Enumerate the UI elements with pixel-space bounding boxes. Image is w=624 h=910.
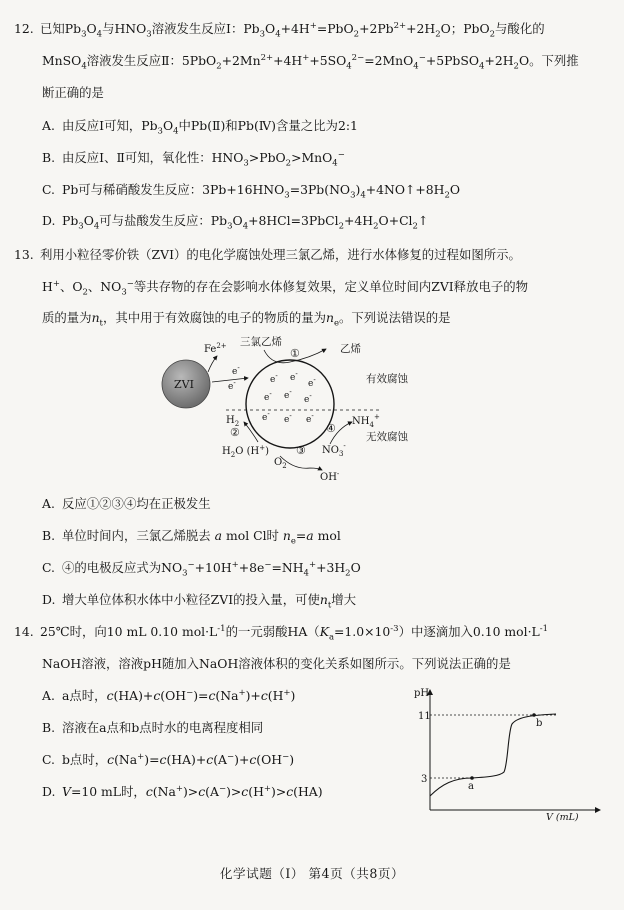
h2o-label: $H_2O$ (H+) [222,444,269,459]
q13-line3: 质的量为$n_t$，其中用于有效腐蚀的电子的物质的量为$n_e$。下列说法错误的是 [42,310,451,329]
electron-mark: e- [290,370,298,383]
x-axis-label: V (mL) [546,812,579,823]
point-b-label: b [536,718,543,729]
q14-option-b[interactable]: B. 溶液在a点和b点时水的电离程度相同 [42,720,264,735]
y-tick-11: 11 [418,711,431,722]
q14-option-d[interactable]: D. V=10 mL时，c(Na+)>c(A−)>c(H+)>c(HA) [42,783,323,799]
point-b-marker [532,713,536,717]
nh4-label: $NH_4^+$ [352,413,380,429]
effective-corrosion-label: 有效腐蚀 [366,373,408,385]
q13-line2: H+、$O_2$、$NO_3^-$等共存物的存在会影响水体修复效果，定义单位时间内ZVI释放电子的物 [42,278,529,298]
q12-option-b[interactable]: B. 由反应Ⅰ、Ⅱ可知，氧化性：$HNO_3>PbO_2>MnO_4^-$ [42,149,345,169]
electron-mark: e- [262,410,270,423]
oh-label: OH- [320,470,340,482]
reaction-3-label: ③ [296,444,306,457]
q14-option-c[interactable]: C. b点时，c(Na+)=c(HA)+c(A−)+c(OH−) [42,751,295,767]
q14-number: 14. [14,624,34,639]
point-a-marker [470,776,474,780]
q14-option-a[interactable]: A. a点时，c(HA)+c(OH−)=c(Na+)+c(H+) [42,687,296,703]
q13-option-a[interactable]: A. 反应①②③④均在正极发生 [42,496,211,511]
q13-line1: 13. 利用小粒径零价铁（ZVI）的电化学腐蚀处理三氯乙烯，进行水体修复的过程如图所示。 [14,247,521,262]
electron-mark: e- [308,376,316,389]
h2-label: $H_2$ [226,415,240,428]
no3-label: $NO_3^-$ [322,442,346,458]
electron-mark: e- [306,412,314,425]
q12-number: 12. [14,21,34,36]
q12-line1: 12. 已知$Pb_3O_4$与$HNO_3$溶液发生反应Ⅰ：$Pb_3O_4+4H^+=PbO_2+2Pb^{2+}+2H_2O$；PbO$_2$与酸化的 [14,20,545,40]
ineffective-corrosion-label: 无效腐蚀 [366,431,408,443]
o2-label: $O_2$ [274,457,287,470]
electron-mark: e- [264,390,272,403]
q14-line2: NaOH溶液，溶液pH随加入NaOH溶液体积的变化关系如图所示。下列说法正确的是 [42,656,511,671]
q12-option-d[interactable]: D. $Pb_3O_4$可与盐酸发生反应：$Pb_3O_4+8HCl=3PbCl_2+4H_2O+Cl_2↑$ [42,213,429,232]
q12-option-c[interactable]: C. Pb可与稀硝酸发生反应：$3Pb+16HNO_3=3Pb(NO_3)_4+4NO↑+8H_2O$ [42,182,461,201]
y-axis-label: pH [414,688,430,699]
q13-option-d[interactable]: D. 增大单位体积水体中小粒径ZVI的投入量，可使$n_t$增大 [42,592,357,611]
q12-line2: MnSO$_4$溶液发生反应Ⅱ：$5PbO_2+2Mn^{2+}+4H^++5SO_4^{2-}=2MnO_4^-+5PbSO_4+2H_2O$。下列推 [42,52,579,72]
electron-mark: e- [284,412,292,425]
q13-option-c[interactable]: C. ④的电极反应式为$NO_3^-+10H^++8e^-=NH_4^++3H_2O$ [42,559,361,579]
page-footer: 化学试题（Ⅰ） 第4页（共8页） [219,866,405,881]
electron-mark: e- [284,388,292,401]
titration-chart [408,684,608,824]
y-tick-3: 3 [421,774,428,785]
reaction-2-label: ② [230,426,240,439]
point-a-label: a [468,781,474,792]
ethylene-label: 乙烯 [340,343,361,355]
zvi-corrosion-diagram [160,332,470,482]
electron-mark: e- [232,364,240,377]
q14-line1: 14. 25℃时，向10 mL 0.10 $mol\cdot L^{-1}$的一元弱酸$HA(K_a=1.0\times 10^{-3})$中逐滴加入0.10 $mol\cdot L^{-1}$ [14,623,549,643]
q12-line3: 断正确的是 [42,85,104,100]
zvi-label: ZVI [174,378,194,391]
q12-option-a[interactable]: A. 由反应Ⅰ可知，$Pb_3O_4$中Pb(Ⅱ)和Pb(Ⅳ)含量之比为2:1 [42,118,358,137]
tce-label: 三氯乙烯 [240,336,282,348]
electron-mark: e- [270,372,278,385]
electron-mark: e- [228,379,236,392]
electron-mark: e- [304,392,312,405]
reaction-4-label: ④ [326,422,336,435]
reaction-1-label: ① [290,347,300,360]
fe-release-arrow [208,356,217,372]
q13-option-b[interactable]: B. 单位时间内，三氯乙烯脱去 a mol Cl时 $n_e=a$ mol [42,528,341,547]
q13-number: 13. [14,247,34,262]
fe-ion-label: $Fe^{2+}$ [204,342,227,355]
